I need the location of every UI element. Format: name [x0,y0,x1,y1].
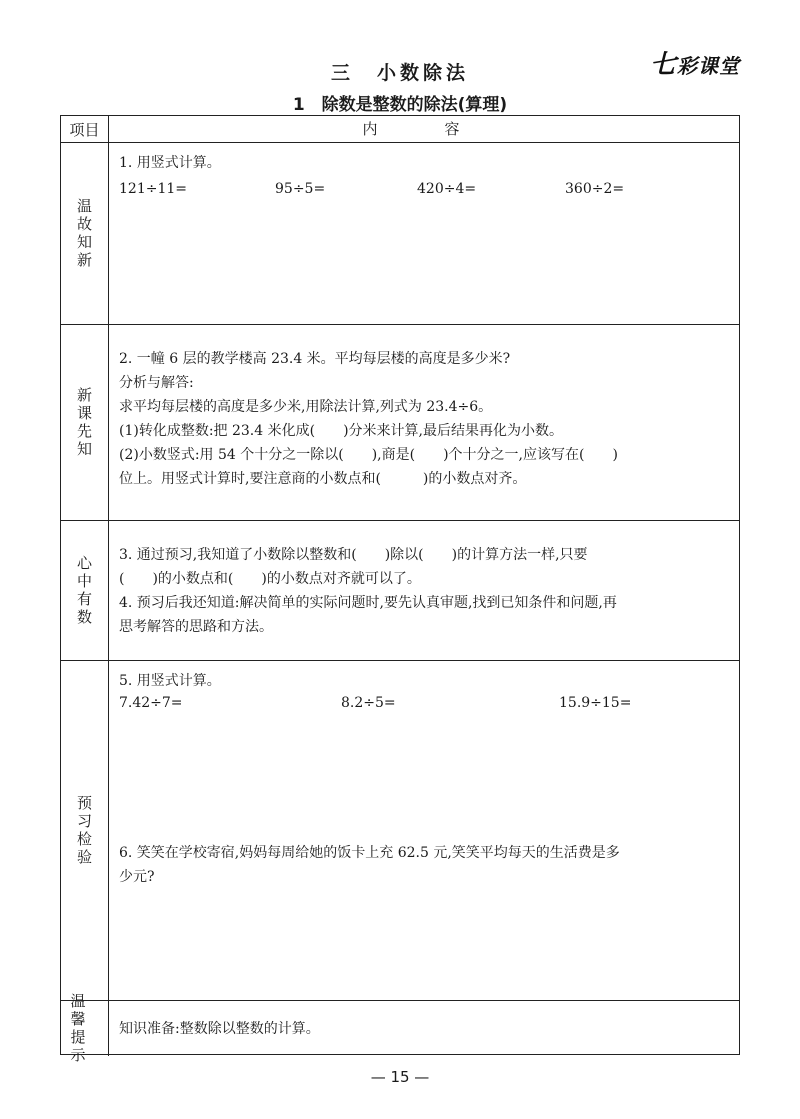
calc-item: 121÷11= [119,181,187,197]
header-content-label: 内 容 [362,120,486,138]
section-tips [61,992,739,1065]
page-number: — 15 — [370,1068,430,1086]
chapter-title: 三 小数除法 [330,62,469,84]
lesson-table [60,115,740,1065]
header-item-label: 项目 [69,120,100,139]
calc-item: 95÷5= [275,181,326,197]
section-content [109,1001,739,1056]
text-line: (2)小数竖式:用 54 个十分之一除以( ),商是( )个十分之一,应该写在( ) [119,447,618,463]
section-review [61,143,739,325]
text-line: 2. 一幢 6 层的教学楼高 23.4 米。平均每层楼的高度是多少米? [119,351,511,367]
section-label-cell [61,521,109,660]
section-content [109,325,739,520]
text-line: 少元? [119,869,155,885]
calc-item: 8.2÷5= [341,695,396,711]
section-label [68,993,102,1065]
text-line: 6. 笑笑在学校寄宿,妈妈每周给她的饭卡上充 62.5 元,笑笑平均每天的生活费是多 [119,845,620,861]
section-content [109,143,739,324]
calc-item: 420÷4= [417,181,477,197]
section-summary [61,521,739,661]
text-line: ( )的小数点和( )的小数点对齐就可以了。 [119,571,421,587]
section-label-cell [61,325,109,520]
calc-item: 15.9÷15= [559,695,632,711]
section-label: 新课先知 [75,386,93,459]
section-content [109,661,739,1000]
question-6 [119,841,729,889]
tips-label-bottom: 提示 [68,1028,87,1065]
header-item-cell [61,116,109,142]
text-line: (1)转化成整数:把 23.4 米化成( )分米来计算,最后结果再化为小数。 [119,423,563,439]
lesson-title: 1 除数是整数的除法(算理) [292,95,508,115]
tips-label-top: 温馨 [68,992,87,1029]
section-preview-check [61,661,739,1001]
section-label-cell [61,992,109,1065]
section-label-cell [61,143,109,324]
section-label: 预习检验 [75,794,93,867]
section-label-cell [61,661,109,1000]
section-label: 温故知新 [75,197,93,270]
brand-prefix: 七 [649,50,677,80]
tips-text: 知识准备:整数除以整数的计算。 [119,1020,320,1037]
text-line: 分析与解答: [119,375,194,391]
text-line: 思考解答的思路和方法。 [119,619,273,635]
section-label: 心中有数 [75,554,93,627]
calc-item: 7.42÷7= [119,695,183,711]
brand-main: 彩课堂 [677,54,740,78]
table-header-row [61,116,739,143]
text-line: 位上。用竖式计算时,要注意商的小数点和( )的小数点对齐。 [119,471,527,487]
question-1-title: 1. 用竖式计算。 [119,155,221,171]
calc-item: 360÷2= [565,181,625,197]
text-line: 4. 预习后我还知道:解决简单的实际问题时,要先认真审题,找到已知条件和问题,再 [119,595,617,611]
question-5-title: 5. 用竖式计算。 [119,673,221,689]
text-line: 求平均每层楼的高度是多少米,用除法计算,列式为 23.4÷6。 [119,399,493,415]
section-content [109,521,739,660]
text-line: 3. 通过预习,我知道了小数除以整数和( )除以( )的计算方法一样,只要 [119,547,588,563]
section-new-lesson [61,325,739,521]
